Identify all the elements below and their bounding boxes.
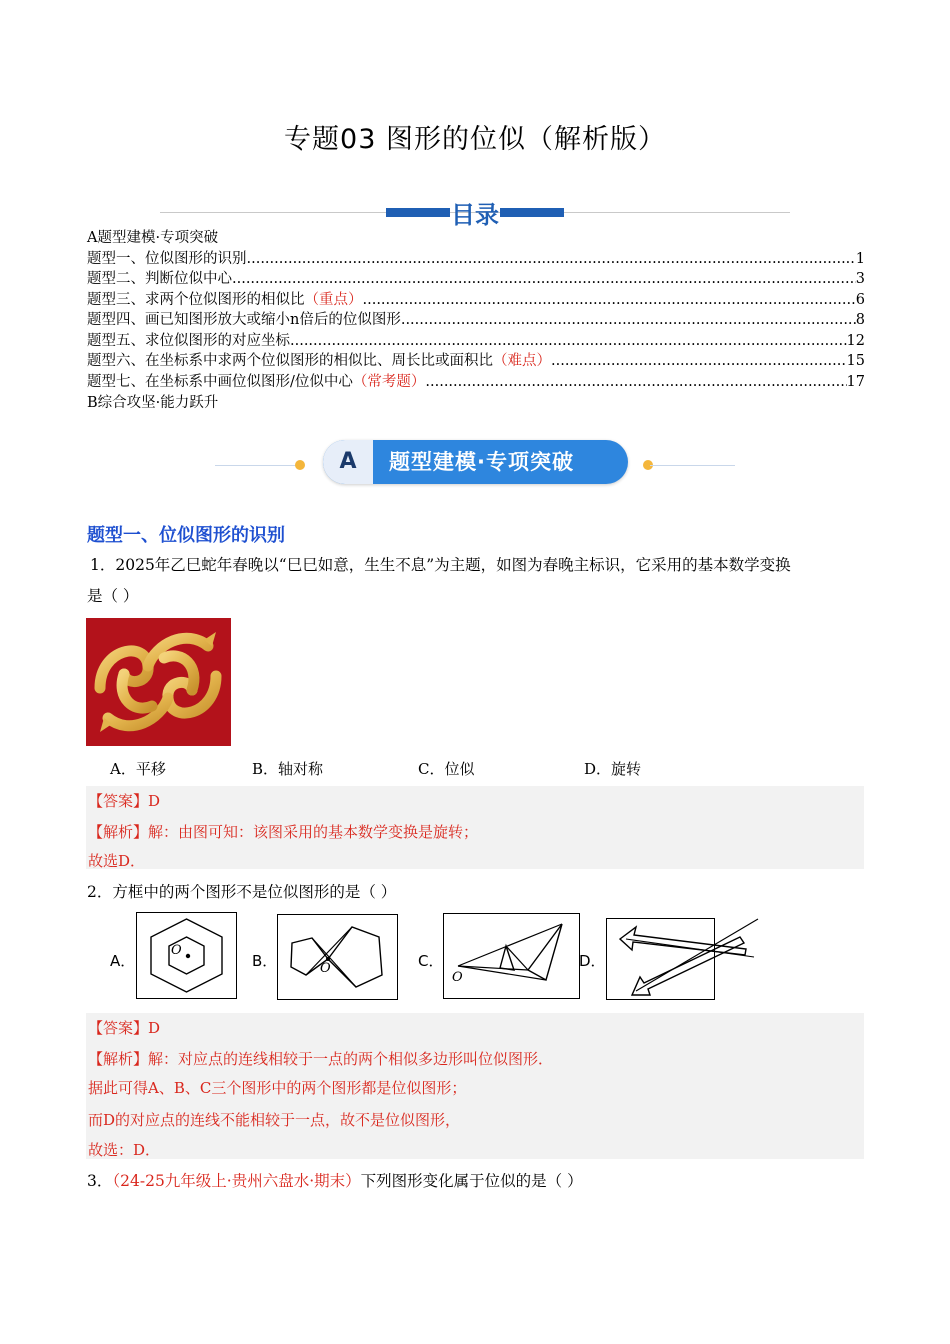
q3-number: 3．: [87, 1172, 113, 1190]
banner-pill: [323, 440, 628, 484]
section-title: 题型一、位似图形的识别: [87, 525, 285, 546]
q1-option-d[interactable]: D．旋转: [584, 760, 642, 778]
section-banner: [215, 440, 735, 484]
toc-leader: [425, 372, 846, 392]
toc-item[interactable]: [87, 331, 865, 351]
toc-item-tag: （难点）: [493, 353, 551, 369]
toc-item-text: B综合攻坚·能力跃升: [87, 395, 219, 411]
toc-item[interactable]: [87, 290, 865, 310]
toc-item-page: 6: [855, 292, 865, 308]
q2-figure-label-b[interactable]: B．: [252, 952, 278, 970]
toc-item[interactable]: [87, 269, 865, 289]
question-1-text: 1．2025年乙巳蛇年春晚以“巳巳如意，生生不息”为主题，如图为春晚主标识，它采用的基本数学变换: [90, 556, 791, 574]
question-3-text: [87, 1166, 583, 1196]
q1-analysis: 【解析】解：由图可知：该图采用的基本数学变换是旋转；: [88, 823, 479, 841]
document-title: 专题03 图形的位似（解析版）: [284, 124, 666, 155]
q3-stem: 下列图形变化属于位似的是（ ）: [360, 1172, 583, 1190]
toc-item-text: 题型二、判断位似中心: [87, 271, 232, 287]
toc-item[interactable]: [87, 393, 865, 413]
toc-leader: [551, 351, 847, 371]
toc-item[interactable]: [87, 228, 865, 248]
toc-item[interactable]: [87, 310, 865, 330]
toc-item-page: 12: [846, 333, 865, 349]
q2-figure-c: [443, 913, 580, 999]
toc-item-tag: （常考题）: [352, 374, 426, 390]
toc-item-text: 题型七、在坐标系中画位似图形/位似中心: [87, 374, 353, 390]
toc-item[interactable]: [87, 249, 865, 269]
q2-analysis-3: 而D的对应点的连线不能相较于一点，故不是位似图形，: [88, 1111, 461, 1129]
toc-item-page: 3: [855, 271, 865, 287]
toc-item-text: 题型六、在坐标系中求两个位似图形的相似比、周长比或面积比: [87, 353, 493, 369]
toc-leader: [401, 310, 856, 330]
toc-item-tag: （重点）: [304, 292, 363, 308]
q1-option-b[interactable]: B．轴对称: [252, 760, 324, 778]
q1-answer: 【答案】D: [88, 792, 161, 810]
q2-figure-d-arrows: [606, 915, 762, 999]
toc-item-page: 1: [855, 251, 865, 267]
point-o-label: O: [452, 970, 463, 985]
toc-item-text: 题型五、求位似图形的对应坐标: [87, 333, 290, 349]
toc-item[interactable]: [87, 372, 865, 392]
q2-conclusion: 故选：D．: [88, 1141, 161, 1159]
toc-leader: [290, 331, 847, 351]
spring-gala-logo-image: [86, 618, 231, 746]
toc-item-page: 15: [846, 353, 865, 369]
toc-leader: [363, 290, 856, 310]
toc-leader: [232, 269, 856, 289]
toc-item-text: 题型四、画已知图形放大或缩小n倍后的位似图形: [87, 312, 401, 328]
q3-source: （24-25九年级上·贵州六盘水·期末）: [112, 1172, 361, 1190]
q2-figure-b: [277, 914, 398, 1000]
question-2-text: 2．方框中的两个图形不是位似图形的是（ ）: [87, 883, 397, 901]
banner-text: 题型建模·专项突破: [389, 450, 574, 474]
point-o-label: O: [171, 943, 182, 958]
q1-answer-box: [86, 786, 864, 869]
q2-analysis: 【解析】解：对应点的连线相较于一点的两个相似多边形叫位似图形．: [88, 1050, 554, 1068]
question-1-text-cont: 是（ ）: [87, 587, 139, 605]
q1-option-a[interactable]: A．平移: [110, 760, 166, 778]
q2-figure-label-c[interactable]: C．: [418, 952, 444, 970]
toc-heading: 目录: [451, 201, 499, 229]
q1-conclusion: 故选D．: [88, 852, 146, 870]
banner-line-left: [215, 465, 300, 466]
q2-figure-label-d[interactable]: D．: [579, 952, 606, 970]
point-o-label: O: [320, 961, 331, 976]
banner-line-right: [650, 465, 735, 466]
q2-answer: 【答案】D: [88, 1019, 161, 1037]
banner-letter: A: [323, 440, 373, 484]
toc-item-page: 17: [846, 374, 865, 390]
q2-answer-box: [86, 1013, 864, 1159]
q1-option-c[interactable]: C．位似: [418, 760, 475, 778]
q2-figure-a: [136, 912, 237, 999]
toc-item-text: A题型建模·专项突破: [87, 230, 219, 246]
toc-item-text: 题型一、位似图形的识别: [87, 251, 247, 267]
toc-item-page: 8: [855, 312, 865, 328]
q2-figure-label-a[interactable]: A．: [110, 952, 136, 970]
banner-dot-left: [295, 460, 305, 470]
toc-leader: [247, 249, 856, 269]
toc-header: [0, 194, 950, 230]
q2-analysis-2: 据此可得A、B、C三个图形中的两个图形都是位似图形；: [88, 1079, 467, 1097]
toc-item[interactable]: [87, 351, 865, 371]
toc-item-text: 题型三、求两个位似图形的相似比: [87, 292, 305, 308]
